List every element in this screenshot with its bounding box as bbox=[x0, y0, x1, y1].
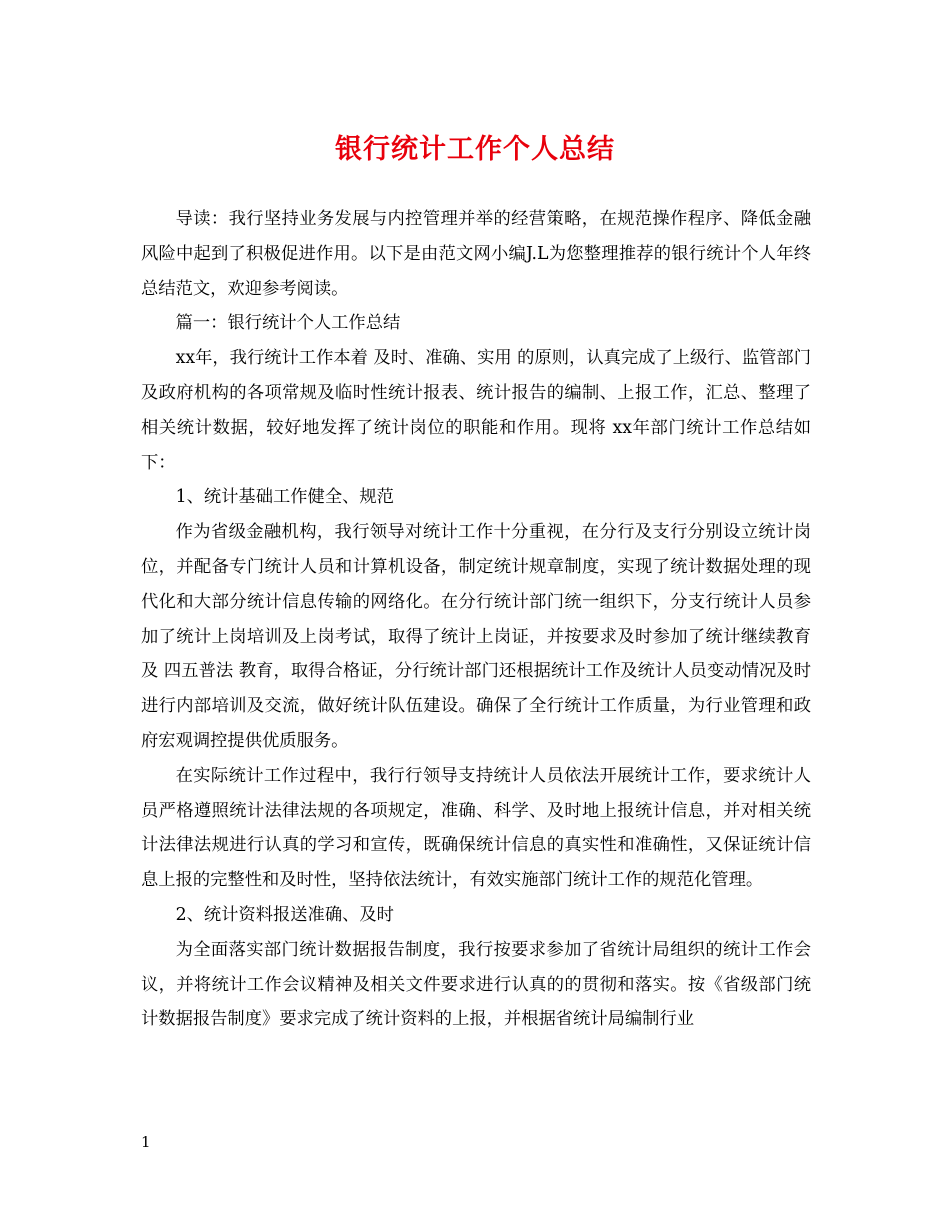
paragraph-summary: xx年，我行统计工作本着 及时、准确、实用 的原则，认真完成了上级行、监管部门及政府机构的各项常规及临时性统计报表、统计报告的编制、上报工作，汇总、整理了相关统计数据，较好地发挥了统计岗位的职能和作用。现将 xx年部门统计工作总结如下： bbox=[141, 348, 811, 473]
paragraph-subheading-2: 2、统计资料报送准确、及时 bbox=[175, 904, 394, 925]
paragraph-subheading-1: 1、统计基础工作健全、规范 bbox=[175, 487, 394, 508]
paragraph-body-3: 为全面落实部门统计数据报告制度，我行按要求参加了省统计局组织的统计工作会议，并将统计工作会议精神及相关文件要求进行认真的的贯彻和落实。按《省级部门统计数据报告制度》要求完成了统计资料的上报，并根据省统计局编制行业 bbox=[141, 939, 811, 1030]
paragraph-body-2: 在实际统计工作过程中，我行行领导支持统计人员依法开展统计工作，要求统计人员严格遵照统计法律法规的各项规定，准确、科学、及时地上报统计信息，并对相关统计法律法规进行认真的学习和宣传，既确保统计信息的真实性和准确性，又保证统计信息上报的完整性和及时性，坚持依法统计，有效实施部门统计工作的规范化管理。 bbox=[141, 765, 811, 891]
document-body bbox=[141, 202, 811, 1037]
paragraph-body-1: 作为省级金融机构，我行领导对统计工作十分重视，在分行及支行分别设立统计岗位，并配备专门统计人员和计算机设备，制定统计规章制度，实现了统计数据处理的现代化和大部分统计信息传输的网络化。在分行统计部门统一组织下，分支行统计人员参加了统计上岗培训及上岗考试，取得了统计上岗证，并按要求及时参加了统计继续教育及 四五普法 教育，取得合格证，分行统计部门还根据统计工作及统计人员变动情况及时进行内部培训及交流，做好统计队伍建设。确保了全行统计工作质量，为行业管理和政府宏观调控提供优质服务。 bbox=[141, 522, 811, 751]
document-title: 银行统计工作个人总结 bbox=[335, 134, 615, 165]
paragraph-section-heading-1: 篇一：银行统计个人工作总结 bbox=[175, 313, 401, 334]
page-number: 1 bbox=[141, 1133, 151, 1151]
paragraph-intro: 导读：我行坚持业务发展与内控管理并举的经营策略，在规范操作程序、降低金融风险中起到了积极促进作用。以下是由范文网小编J.L为您整理推荐的银行统计个人年终总结范文，欢迎参考阅读。 bbox=[141, 209, 811, 299]
